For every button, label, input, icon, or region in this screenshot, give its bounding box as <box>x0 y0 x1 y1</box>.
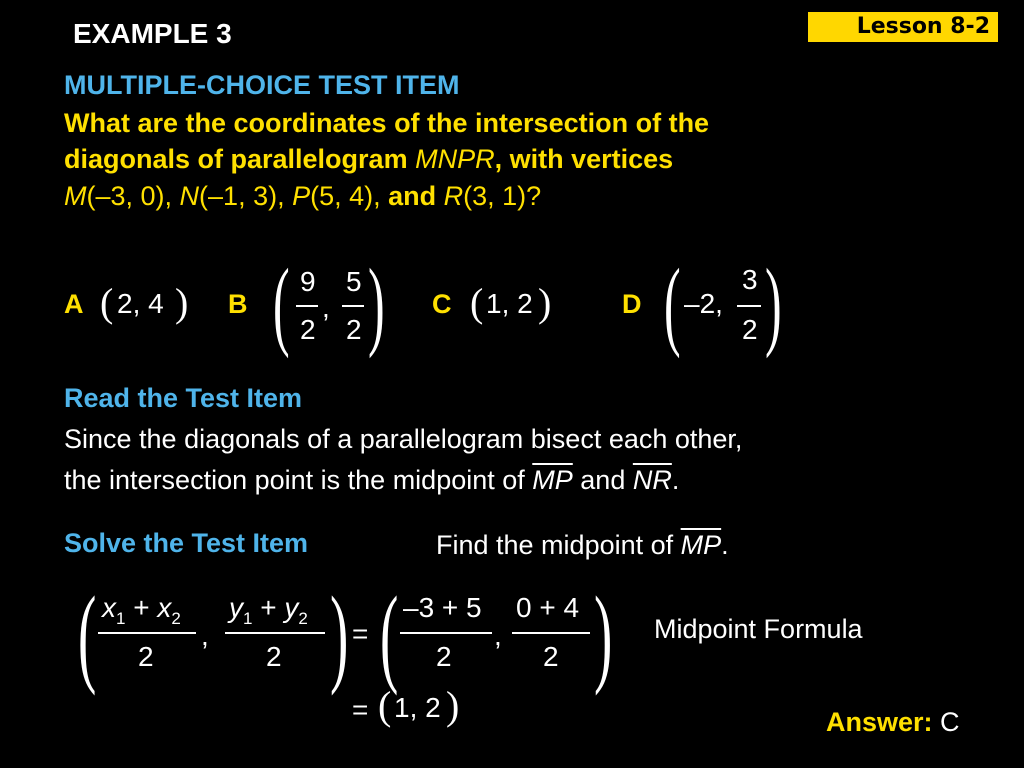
read-line-2 <box>64 465 679 496</box>
option-d-right-paren: ) <box>765 248 782 359</box>
solve-heading: Solve the Test Item <box>64 528 309 558</box>
find-end: . <box>721 530 729 560</box>
option-a-right-paren: ) <box>175 280 189 325</box>
x2-var: x <box>157 592 172 623</box>
option-c-value[interactable]: 1, 2 <box>486 288 533 319</box>
option-a-value[interactable]: 2, 4 <box>117 288 164 319</box>
read-line-1: Since the diagonals of a parallelogram bisect each other, <box>64 424 743 454</box>
read-and: and <box>572 465 633 495</box>
sub-comma: , <box>494 620 502 651</box>
question-line-2-a: diagonals of parallelogram <box>64 144 416 174</box>
x2-sub: 2 <box>171 609 181 628</box>
vertex-n-coords: (–1, 3), <box>199 181 293 211</box>
option-d-lead: –2, <box>684 288 723 319</box>
question-kind: MULTIPLE-CHOICE TEST ITEM <box>64 70 460 100</box>
option-b-den1: 2 <box>300 314 316 345</box>
sub-right-paren: ) <box>594 574 613 696</box>
sub-bar2 <box>512 632 590 634</box>
option-c-letter[interactable]: C <box>432 289 452 319</box>
formula-label: Midpoint Formula <box>654 614 863 644</box>
answer <box>826 707 960 738</box>
y1-var: y <box>229 592 243 623</box>
formula-x-bar <box>98 632 196 634</box>
option-b-bar2 <box>342 305 364 307</box>
question-line-3 <box>64 181 541 212</box>
y2-sub: 2 <box>298 609 308 628</box>
example-title: EXAMPLE 3 <box>73 18 232 49</box>
find-midpoint-text <box>436 530 729 561</box>
read-line-2-a: the intersection point is the midpoint of <box>64 465 533 495</box>
segment-mp: $\overline{MP}$ <box>532 465 573 495</box>
formula-right-paren: ) <box>330 574 349 696</box>
option-d-bar <box>737 305 761 307</box>
option-a-letter[interactable]: A <box>64 289 84 319</box>
vertex-p-label: P <box>292 181 311 211</box>
segment-nr: $\overline{NR}$ <box>632 465 672 495</box>
read-line-2-end: . <box>671 465 680 495</box>
find-text: Find the midpoint of <box>436 530 681 560</box>
sub-num1: –3 + 5 <box>403 592 482 623</box>
option-b-right-paren: ) <box>368 248 385 359</box>
y2-var: y <box>284 592 299 623</box>
question-line-2 <box>64 144 673 175</box>
sub-den1: 2 <box>436 641 452 672</box>
option-b-den2: 2 <box>346 314 362 345</box>
and-word: and <box>388 181 444 211</box>
lesson-badge: Lesson 8-2 <box>808 12 998 42</box>
option-b-num2: 5 <box>346 266 362 297</box>
x1-sub: 1 <box>116 609 126 628</box>
vertex-m-label: M <box>64 181 87 211</box>
option-b-letter[interactable]: B <box>228 289 248 319</box>
result-right-paren: ) <box>446 683 460 728</box>
sub-den2: 2 <box>543 641 559 672</box>
option-b-bar1 <box>296 305 318 307</box>
parallelogram-name: MNPR <box>415 144 495 174</box>
option-d-num: 3 <box>742 264 758 295</box>
option-b-left-paren: ( <box>273 248 290 359</box>
formula-y-bar <box>225 632 325 634</box>
vertex-r-coords: (3, 1)? <box>463 181 542 211</box>
equals-sign-2: = <box>352 694 369 725</box>
formula-y-den: 2 <box>266 641 282 672</box>
result-value: 1, 2 <box>394 692 441 723</box>
answer-value: C <box>940 707 960 737</box>
option-d-den: 2 <box>742 314 758 345</box>
option-c-right-paren: ) <box>538 280 552 325</box>
option-d-letter[interactable]: D <box>622 289 642 319</box>
vertex-m-coords: (–3, 0), <box>86 181 180 211</box>
vertex-p-coords: (5, 4), <box>310 181 389 211</box>
sub-left-paren: ( <box>380 574 399 696</box>
formula-y-numerator <box>229 592 308 628</box>
option-b-comma: , <box>322 292 330 323</box>
question-line-1: What are the coordinates of the intersection of the <box>64 108 710 138</box>
option-a-left-paren: ( <box>100 280 114 325</box>
formula-plus-x: + <box>133 592 150 623</box>
formula-comma: , <box>201 620 209 651</box>
option-c-left-paren: ( <box>470 280 484 325</box>
option-d-left-paren: ( <box>664 248 681 359</box>
read-heading: Read the Test Item <box>64 383 303 413</box>
vertex-r-label: R <box>443 181 464 211</box>
sub-bar1 <box>400 632 492 634</box>
option-b-num1: 9 <box>300 266 316 297</box>
result-left-paren: ( <box>378 683 392 728</box>
question-line-2-c: , with vertices <box>494 144 674 174</box>
formula-left-paren: ( <box>78 574 97 696</box>
formula-x-numerator <box>102 592 181 628</box>
vertex-n-label: N <box>179 181 200 211</box>
equals-sign-1: = <box>352 618 369 649</box>
answer-label: Answer: <box>826 707 933 737</box>
y1-sub: 1 <box>243 609 253 628</box>
x1-var: x <box>102 592 116 623</box>
formula-x-den: 2 <box>138 641 154 672</box>
formula-plus-y: + <box>260 592 277 623</box>
sub-num2: 0 + 4 <box>516 592 580 623</box>
find-segment-mp: $\overline{MP}$ <box>680 530 722 560</box>
